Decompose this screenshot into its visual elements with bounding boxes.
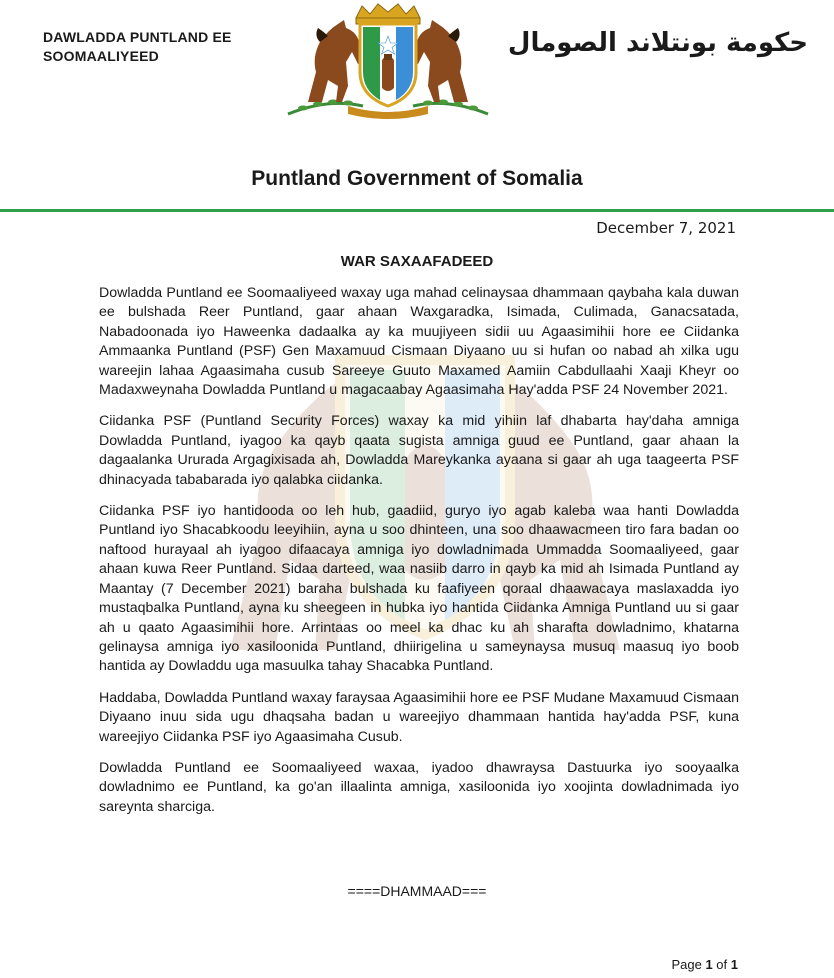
paragraph: Haddaba, Dowladda Puntland waxay faraysaa Agaasimihii hore ee PSF Mudane Maxamuud Cismaan Diyaano inuu sida ugu dhaqsaha badan u wareejiyo dhammaan hantida hay'adda PSF, kuna wareejiyo Ciidanka PSF iyo Agaasimaha Cusub.: [99, 689, 739, 745]
paragraph: Ciidanka PSF (Puntland Security Forces) waxay ka mid yihiin laf dhabarta hay'daha amniga Dowladda Puntland, iyagoo ka qayb qaata sugista amniga guud ee Puntland, gaar ahaan la dagaalanka Ururada Argagixisada ah, Dowladda Mareykanka ayaana si gaar ah uga taageerta PSF dhinacyada tababarada iyo qalabka ciidanka.: [99, 413, 739, 488]
page-number: [671, 957, 738, 972]
header-left-line2: SOOMAALIYEED: [43, 48, 159, 64]
government-title: Puntland Government of Somalia: [251, 167, 583, 190]
paragraph: Dowladda Puntland ee Soomaaliyeed waxaa, iyadoo dhawraysa Dastuurka iyo sooyaalka dowladnimo ee Puntland, ka go'an illaalinta amniga, xasiloonida iyo xoojinta dowladnimada iyo sareynta sharciga.: [99, 759, 739, 815]
document-title: WAR SAXAAFADEED: [340, 253, 494, 270]
header-divider: [0, 209, 834, 212]
end-marker: ====DHAMMAAD===: [347, 883, 487, 899]
header-left-line1: DAWLADDA PUNTLAND EE: [43, 29, 232, 45]
paragraph: Dowladda Puntland ee Soomaaliyeed waxay uga mahad celinaysaa dhammaan qaybaha kala duwan ee bulshada Reer Puntland, gaar ahaan Waxgaradka, Isimada, Culimada, Ganacsatada, Nabadoonada iyo Haweenka dadaalka ay ka muujiyeen sidii uu Agaasimihii hore ee Ciidanka Ammaanka Puntland (PSF) Gen Maxamuud Cismaan Diyaano uu si hufan oo nabad ah xilka ugu wareejin lahaa Agaasimaha cusub Sareeye Guuto Maxamed Aamiin Cabdullaahi Xaaji Kheyr oo Madaxweynaha Dowladda Puntland u magacaabay Agaasimaha Hay'adda PSF 24 November 2021.: [99, 285, 739, 399]
page-of: of: [716, 957, 728, 972]
paragraph: Ciidanka PSF iyo hantidooda oo leh hub, gaadiid, guryo iyo agab kaleba waa hanti Dowladda Puntland iyo Shacabkoodu leeyihiin, ayna u soo dhinteen, una soo dhaawacmeen tiro fara badan oo naftood hurayaal ah iyagoo difaacaya amniga iyo dowladnimada Ummadda Soomaaliyeed, gaar ahaan kuwa Reer Puntland. Sidaa darteed, waa nasiib darro in qayb ka mid ah Isimada Puntland ay Maantay (7 December 2021) baraha bulshada ku faafiyeen qoraal dhaawacaya maslaxadda iyo mustaqbalka Puntland, ayna ku sheegeen in hubka iyo hantida Ciidanka Amniga Puntland uu si gaar ah u qaato Agaasimihii hore. Arrintaas oo meel ka dhac ku ah sharafta dowladnimo, khatarna gelinaysa amniga iyo xasiloonida Puntland, dhiirigelina u sameynaysa musuq maasuq iyo boob hantida ay Dowladdu uga masuulka tahay Shacabka Puntland.: [99, 503, 739, 675]
page-label: Page: [671, 957, 702, 972]
header-somali-name: [43, 28, 232, 66]
page-current: 1: [705, 957, 713, 972]
coat-of-arms-icon: [268, 2, 508, 122]
header-arabic-name: حكومة بونتلاند الصومال: [507, 28, 808, 58]
page-total: 1: [730, 957, 738, 972]
document-date: December 7, 2021: [596, 219, 736, 237]
document-body: [99, 284, 739, 829]
